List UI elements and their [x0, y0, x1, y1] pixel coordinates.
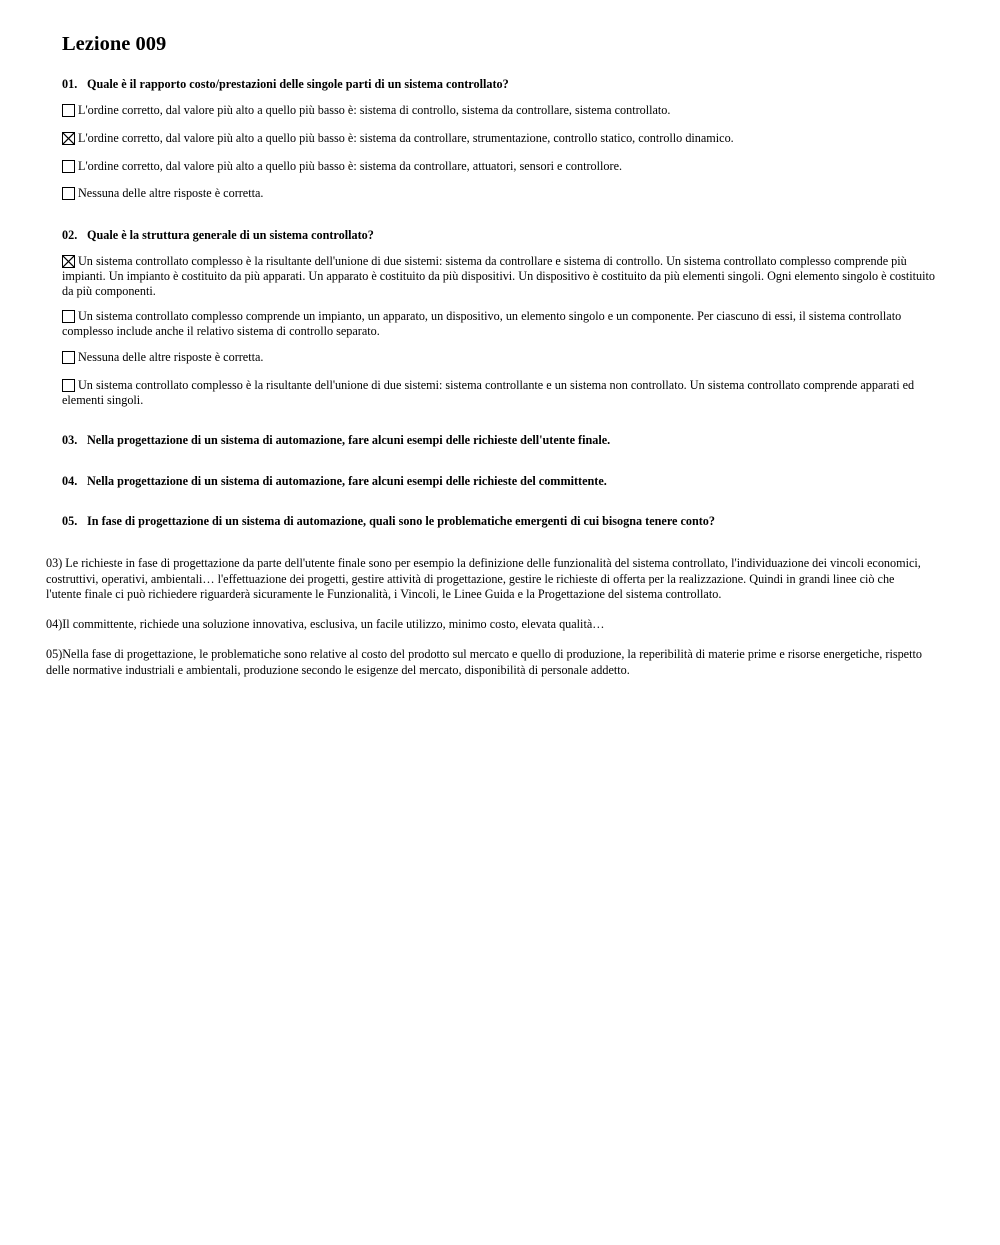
answer-04: 04)Il committente, richiede una soluzione innovativa, esclusiva, un facile utilizzo, minimo costo, elevata qualità…: [46, 617, 605, 631]
option-text: Un sistema controllato complesso è la risultante dell'unione di due sistemi: sistema controllante e un sistema non controllato. Un sistema controllato comprende apparati ed elementi singoli.: [62, 378, 915, 407]
option-02-b: [62, 309, 940, 339]
option-text: L'ordine corretto, dal valore più alto a quello più basso è: sistema di controllo, sistema da controllare, sistema controllato.: [78, 103, 671, 117]
question-text: Quale è il rapporto costo/prestazioni delle singole parti di un sistema controllato?: [87, 77, 509, 91]
option-text: Un sistema controllato complesso comprende un impianto, un apparato, un dispositivo, un elemento singolo e un componente. Per ciascuno di essi, il sistema controllato complesso include anche il relativo sistema di controllo separato.: [62, 309, 902, 338]
option-01-b: [62, 131, 940, 146]
option-text: Nessuna delle altre risposte è corretta.: [78, 186, 264, 200]
checkbox-unchecked-icon[interactable]: [62, 187, 75, 200]
question-number: 01.: [62, 77, 78, 91]
checkbox-checked-icon[interactable]: [62, 255, 75, 268]
question-number: 04.: [62, 474, 78, 488]
question-03: [62, 433, 942, 448]
question-number: 02.: [62, 228, 78, 242]
option-02-a: [62, 254, 940, 299]
checkbox-unchecked-icon[interactable]: [62, 310, 75, 323]
question-number: 05.: [62, 514, 78, 528]
option-text: Un sistema controllato complesso è la risultante dell'unione di due sistemi: sistema da controllare e sistema di controllo. Un sistema controllato complesso comprende più impianti. Un impianto è costituito da più apparati. Un apparato è costituito da più dispositivi. Un dispositivo è costituito da più elementi singoli. Ogni elemento singolo è costituito da più componenti.: [62, 254, 935, 298]
question-number: 03.: [62, 433, 78, 447]
question-text: In fase di progettazione di un sistema di automazione, quali sono le problematiche emergenti di cui bisogna tenere conto?: [87, 514, 715, 528]
option-02-c: [62, 350, 940, 365]
answer-03: 03) Le richieste in fase di progettazione da parte dell'utente finale sono per esempio la definizione delle funzionalità del sistema controllato, l'individuazione dei vincoli economici, costruttivi, operativi, ambientali… l'effettuazione dei progetti, gestire attività di progettazione, gestire le richieste di offerta per la realizzazione. Quindi in grandi linee ciò che l'utente finale ci può richiedere riguarderà sicuramente le Funzionalità, i Vincoli, le Linee Guida e la Progettazione del sistema controllato.: [46, 556, 921, 601]
checkbox-unchecked-icon[interactable]: [62, 379, 75, 392]
checkbox-unchecked-icon[interactable]: [62, 351, 75, 364]
checkbox-unchecked-icon[interactable]: [62, 160, 75, 173]
question-text: Quale è la struttura generale di un sistema controllato?: [87, 228, 374, 242]
question-04: [62, 474, 942, 489]
option-01-d: [62, 186, 940, 201]
option-02-d: [62, 378, 940, 408]
question-text: Nella progettazione di un sistema di automazione, fare alcuni esempi delle richieste dell'utente finale.: [87, 433, 611, 447]
option-01-a: [62, 103, 940, 118]
checkbox-checked-icon[interactable]: [62, 132, 75, 145]
question-02: [62, 228, 942, 243]
option-text: Nessuna delle altre risposte è corretta.: [78, 350, 264, 364]
question-05: [62, 514, 942, 529]
option-text: L'ordine corretto, dal valore più alto a quello più basso è: sistema da controllare, attuatori, sensori e controllore.: [78, 159, 623, 173]
option-01-c: [62, 159, 940, 174]
answer-05: 05)Nella fase di progettazione, le problematiche sono relative al costo del prodotto sul mercato e quello di produzione, la reperibilità di materie prime e risorse energetiche, rispetto delle normative industriali e ambientali, produzione secondo le esigenze del mercato, disponibilità di personale addetto.: [46, 647, 922, 677]
checkbox-unchecked-icon[interactable]: [62, 104, 75, 117]
question-01: [62, 77, 942, 92]
option-text: L'ordine corretto, dal valore più alto a quello più basso è: sistema da controllare, strumentazione, controllo statico, controllo dinamico.: [78, 131, 734, 145]
question-text: Nella progettazione di un sistema di automazione, fare alcuni esempi delle richieste del committente.: [87, 474, 607, 488]
page-title: Lezione 009: [62, 33, 167, 55]
